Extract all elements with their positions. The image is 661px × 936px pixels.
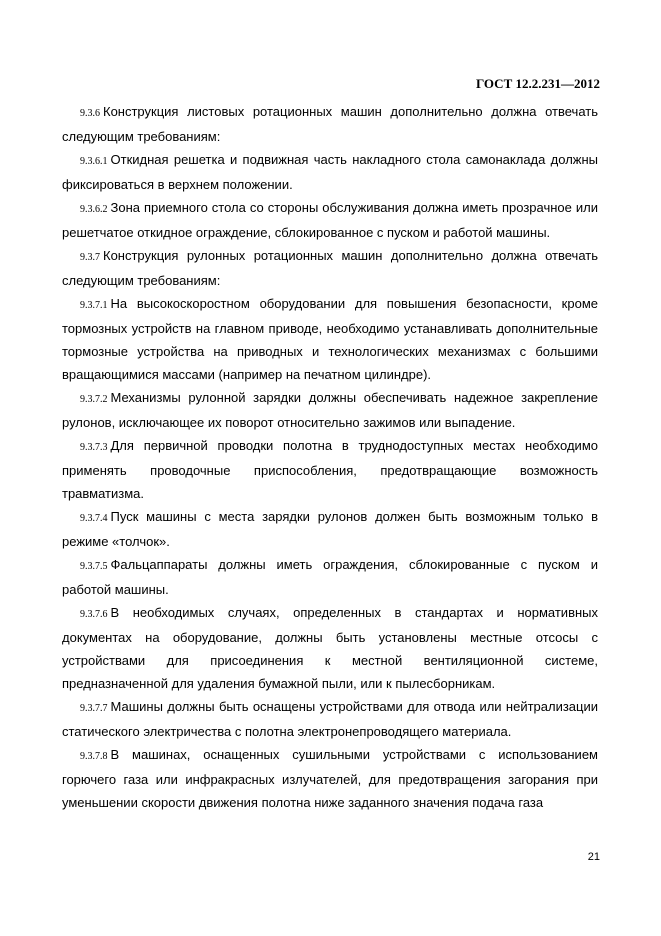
clause-number: 9.3.7.3 [80, 442, 108, 453]
paragraph [62, 244, 598, 292]
paragraph-text: Конструкция рулонных ротационных машин дополнительно должна отвечать следующим требованиям: [62, 248, 598, 288]
paragraph [62, 386, 598, 434]
clause-number: 9.3.7.2 [80, 394, 108, 405]
paragraph [62, 553, 598, 601]
paragraph-text: Конструкция листовых ротационных машин дополнительно должна отвечать следующим требованиям: [62, 104, 598, 144]
clause-number: 9.3.7 [80, 252, 100, 263]
paragraph-text: Откидная решетка и подвижная часть накладного стола самонаклада должны фиксироваться в верхнем положении. [62, 152, 598, 192]
paragraph-text: В машинах, оснащенных сушильными устройствами с использованием горючего газа или инфракрасных излучателей, для предотвращения загорания при уменьшении скорости движения полотна ниже заданного значения подача газа [62, 747, 598, 810]
clause-number: 9.3.6.2 [80, 204, 108, 215]
paragraph-text: Фальцаппараты должны иметь ограждения, сблокированные с пуском и работой машины. [62, 557, 598, 597]
clause-number: 9.3.7.5 [80, 561, 108, 572]
paragraph-text: Для первичной проводки полотна в труднодоступных местах необходимо применять проводочные приспособления, предотвращающие возможность травматизма. [62, 438, 598, 501]
document-body [62, 100, 598, 814]
paragraph-text: Машины должны быть оснащены устройствами для отвода или нейтрализации статического электричества с полотна электронепроводящего материала. [62, 699, 598, 739]
clause-number: 9.3.7.4 [80, 513, 108, 524]
standard-header: ГОСТ 12.2.231—2012 [475, 76, 600, 91]
clause-number: 9.3.6.1 [80, 156, 108, 167]
paragraph-text: Механизмы рулонной зарядки должны обеспечивать надежное закрепление рулонов, исключающее их поворот относительно зажимов или выпадение. [62, 390, 598, 430]
paragraph [62, 695, 598, 743]
paragraph [62, 196, 598, 244]
paragraph [62, 601, 598, 695]
paragraph [62, 100, 598, 148]
paragraph [62, 743, 598, 814]
paragraph [62, 148, 598, 196]
paragraph-text: Зона приемного стола со стороны обслуживания должна иметь прозрачное или решетчатое откидное ограждение, сблокированное с пуском и работой машины. [62, 200, 598, 240]
paragraph-text: Пуск машины с места зарядки рулонов должен быть возможным только в режиме «толчок». [62, 509, 598, 549]
clause-number: 9.3.7.6 [80, 609, 108, 620]
clause-number: 9.3.7.7 [80, 703, 108, 714]
clause-number: 9.3.7.8 [80, 751, 108, 762]
clause-number: 9.3.6 [80, 108, 100, 119]
clause-number: 9.3.7.1 [80, 300, 108, 311]
paragraph [62, 434, 598, 505]
paragraph-text: На высокоскоростном оборудовании для повышения безопасности, кроме тормозных устройств на главном приводе, необходимо устанавливать дополнительные тормозные устройства на приводных и технологических механизмах с большими вращающимися массами (например на печатном цилиндре). [62, 296, 598, 382]
paragraph-text: В необходимых случаях, определенных в стандартах и нормативных документах на оборудование, должны быть установлены местные отсосы с устройствами для присоединения к местной вентиляционной системе, предназначенной для удаления бумажной пыли, или к пылесборникам. [62, 605, 598, 691]
page-number: 21 [587, 851, 600, 863]
paragraph [62, 292, 598, 386]
paragraph [62, 505, 598, 553]
